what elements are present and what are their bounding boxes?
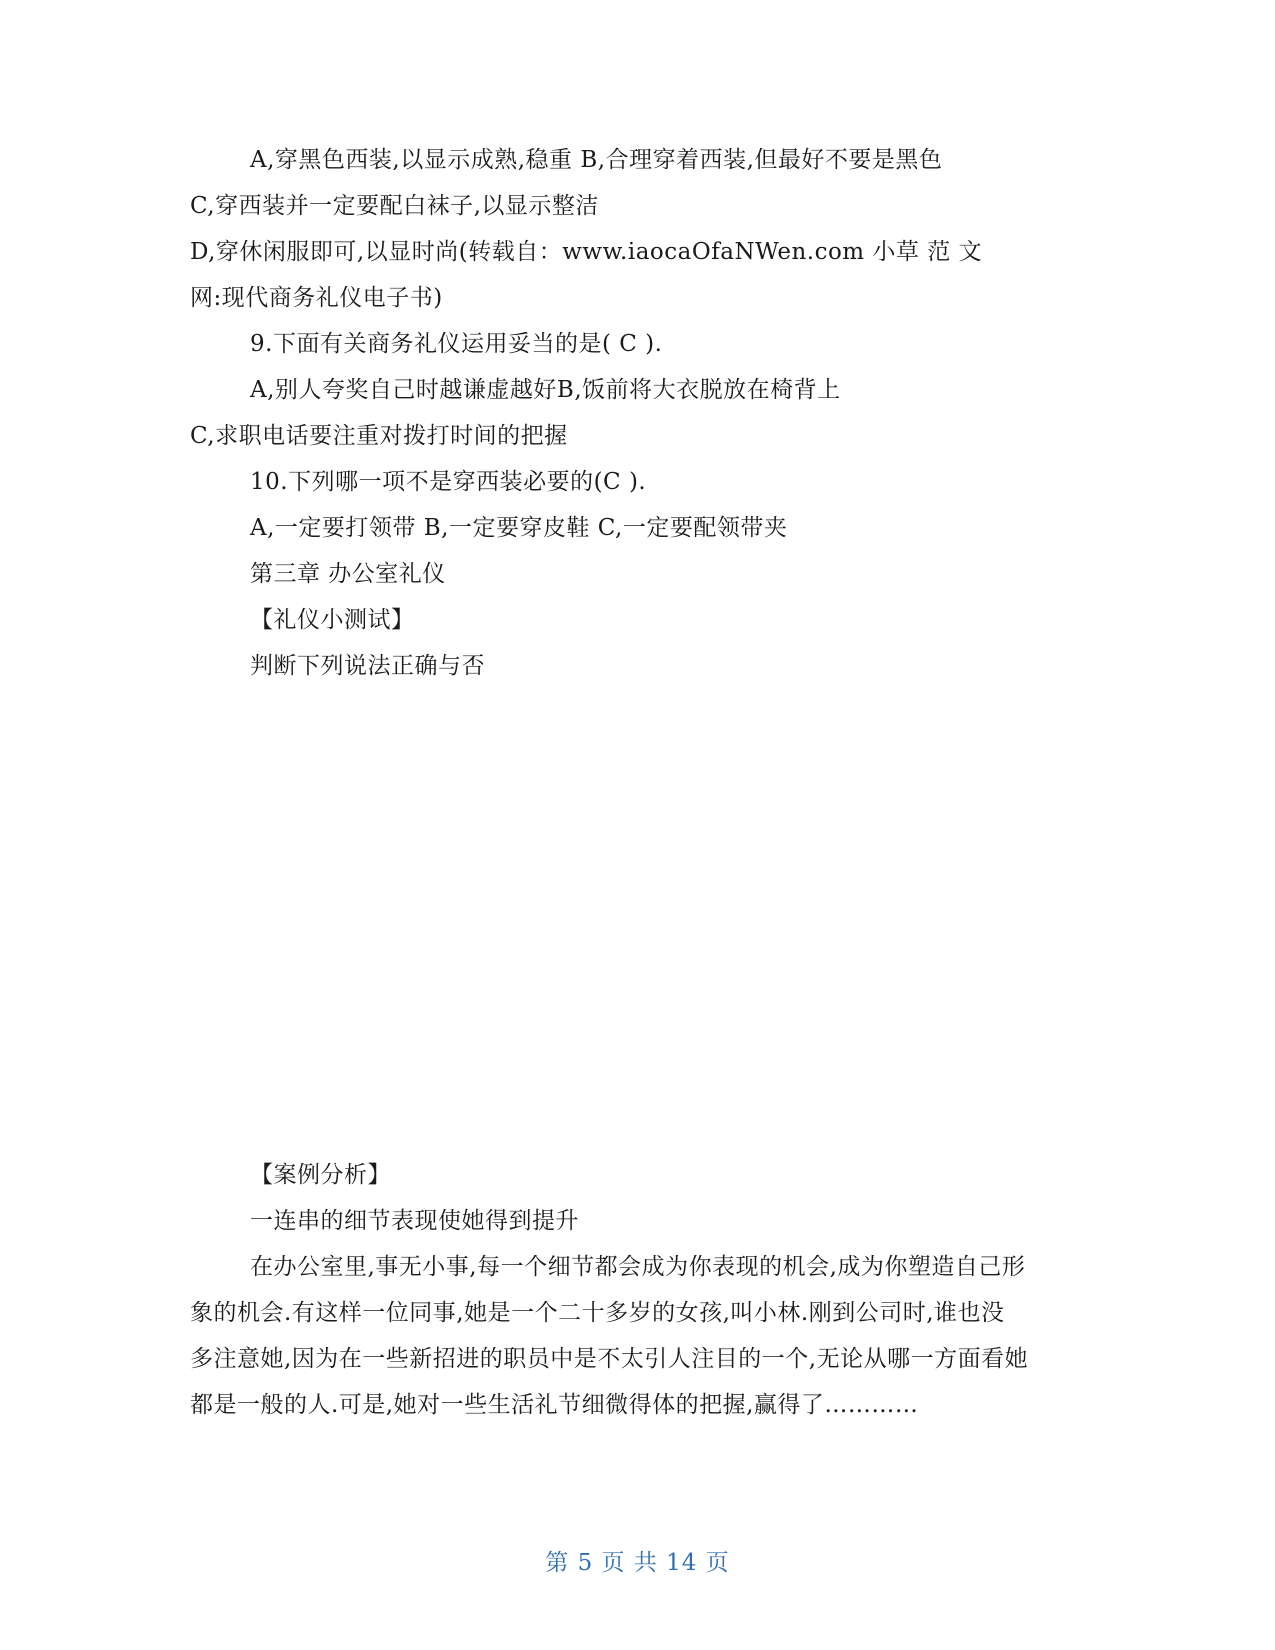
case-paragraph-line-1: 在办公室里,事无小事,每一个细节都会成为你表现的机会,成为你塑造自己形 [250, 1254, 1026, 1280]
option-line-a-suit: A,穿黑色西装,以显示成熟,稳重 B,合理穿着西装,但最好不要是黑色 [250, 147, 943, 173]
chapter-heading: 第三章 办公室礼仪 [250, 561, 446, 587]
question-9-option-c: C,求职电话要注重对拨打时间的把握 [190, 423, 568, 449]
page-footer: 第 5 页 共 14 页 [545, 1550, 730, 1576]
section-heading-case: 【案例分析】 [250, 1162, 391, 1188]
source-note-line: 网:现代商务礼仪电子书) [190, 285, 443, 311]
option-line-d-suit: D,穿休闲服即可,以显时尚(转载自：www.iaocaOfaNWen.com 小草 范 文 [190, 239, 983, 265]
question-10: 10.下列哪一项不是穿西装必要的(C ). [250, 469, 647, 495]
case-paragraph-line-2: 象的机会.有这样一位同事,她是一个二十多岁的女孩,叫小林.刚到公司时,谁也没 [190, 1300, 1005, 1326]
quiz-instruction: 判断下列说法正确与否 [250, 653, 485, 679]
option-line-c-suit: C,穿西装并一定要配白袜子,以显示整洁 [190, 193, 599, 219]
question-9: 9.下面有关商务礼仪运用妥当的是( C ). [250, 331, 663, 357]
section-heading-quiz: 【礼仪小测试】 [250, 607, 415, 633]
case-title: 一连串的细节表现使她得到提升 [250, 1208, 579, 1234]
question-9-options-ab: A,别人夸奖自己时越谦虚越好B,饭前将大衣脱放在椅背上 [250, 377, 841, 403]
case-paragraph-line-4: 都是一般的人.可是,她对一些生活礼节细微得体的把握,赢得了………… [190, 1392, 919, 1418]
case-paragraph-line-3: 多注意她,因为在一些新招进的职员中是不太引人注目的一个,无论从哪一方面看她 [190, 1346, 1029, 1372]
question-10-options: A,一定要打领带 B,一定要穿皮鞋 C,一定要配领带夹 [250, 515, 788, 541]
